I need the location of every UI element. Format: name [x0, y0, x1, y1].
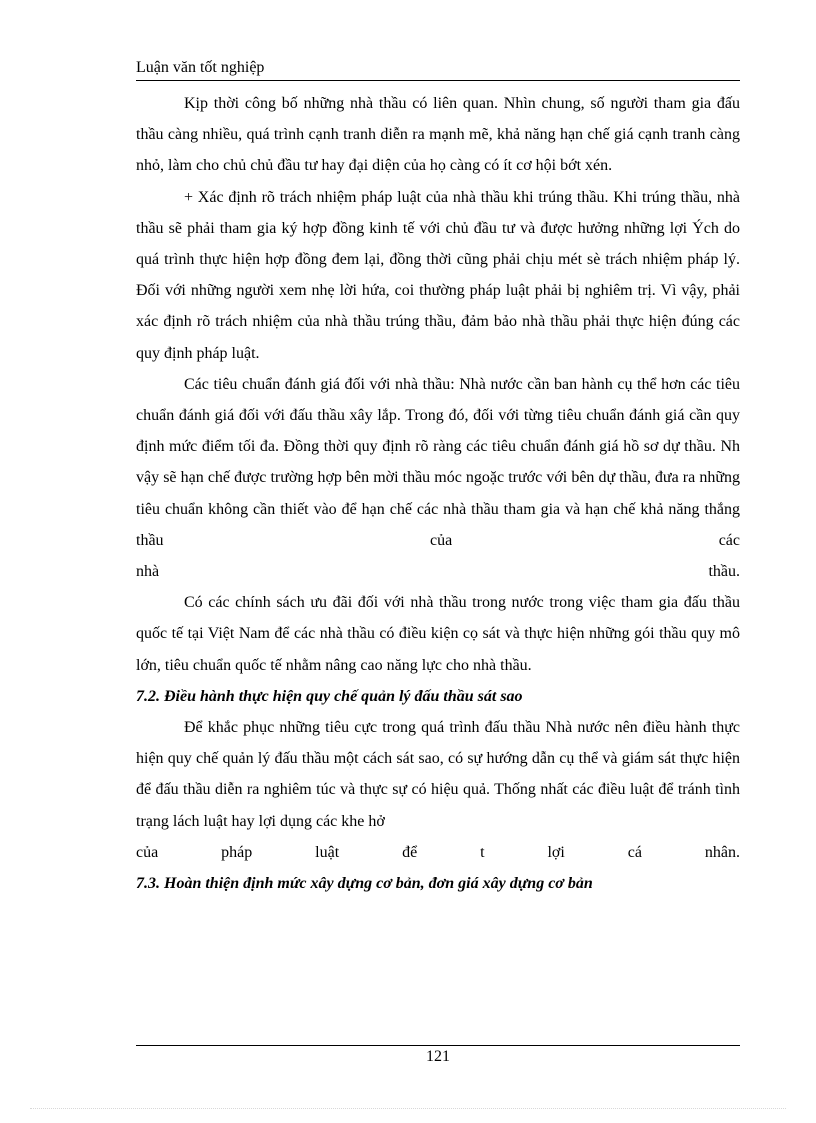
footer-divider	[136, 1045, 740, 1046]
document-body	[136, 88, 740, 899]
paragraph-legal-responsibility: + Xác định rõ trách nhiệm pháp luật của nhà thầu khi trúng thầu. Khi trúng thầu, nhà thầu sẽ phải tham gia ký hợp đồng kinh tế với chủ đầu tư và được hưởng những lợi Ých do quá trình thực hiện hợp đồng đem lại, đồng thời cũng phải chịu mét sè trách nhiệm pháp lý. Đối với những người xem nhẹ lời hứa, coi thường pháp luật phải bị nghiêm trị. Vì vậy, phải xác định rõ trách nhiệm của nhà thầu trúng thầu, đảm bảo nhà thầu phải thực hiện đúng các quy định pháp luật.	[136, 188, 740, 362]
page-number: 121	[426, 1048, 450, 1065]
running-header: Luận văn tốt nghiệp	[136, 58, 740, 81]
section-heading-7-2: 7.2. Điều hành thực hiện quy chế quản lý đấu thầu sát sao	[136, 687, 523, 705]
paragraph-preferential-policies: Có các chính sách ưu đãi đối với nhà thầu trong nước trong việc tham gia đấu thầu quốc tế tại Việt Nam để các nhà thầu có điều kiện cọ sát và thực hiện những gói thầu quy mô lớn, tiêu chuẩn quốc tế nhằm nâng cao năng lực cho nhà thầu.	[136, 594, 740, 674]
paragraph-evaluation-criteria-last-line	[136, 556, 740, 587]
paragraph-evaluation-criteria: Các tiêu chuẩn đánh giá đối với nhà thầu: Nhà nước cần ban hành cụ thể hơn các tiêu chuẩn đánh giá đối với đấu thầu xây lắp. Trong đó, đối với từng tiêu chuẩn đánh giá cần quy định mức điểm tối đa. Đồng thời quy định rõ ràng các tiêu chuẩn đánh giá hồ sơ dự thầu. Nh vậy sẽ hạn chế được trường hợp bên mời thầu móc ngoặc trước với bên dự thầu, đưa ra những tiêu chuẩn không cần thiết vào để hạn chế các nhà thầu tham gia và hạn chế khả năng thắng thầu của các	[136, 375, 740, 549]
section-heading-7-3: 7.3. Hoàn thiện định mức xây dựng cơ bản, đơn giá xây dựng cơ bản	[136, 875, 593, 893]
paragraph-supervise-regulations-last-line: của pháp luật để t lợi cá nhân.	[136, 843, 740, 861]
last-line-left: nhà	[136, 563, 160, 581]
paragraph-supervise-regulations: Để khắc phục những tiêu cực trong quá trình đấu thầu Nhà nước nên điều hành thực hiện quy chế quản lý đấu thầu một cách sát sao, có sự hướng dẫn cụ thể và giám sát thực hiện để đấu thầu diễn ra nghiêm túc và thực sự có hiệu quả. Thống nhất các điều luật để tránh tình trạng lách luật hay lợi dụng các khe hở	[136, 719, 740, 830]
paragraph-publish-contractors: Kịp thời công bố những nhà thầu có liên quan. Nhìn chung, số người tham gia đấu thầu càng nhiều, quá trình cạnh tranh diễn ra mạnh mẽ, khả năng hạn chế giá cạnh tranh càng nhỏ, làm cho chủ chủ đầu tư hay đại diện của họ càng có ít cơ hội bớt xén.	[136, 95, 740, 175]
last-line-right: thầu.	[708, 563, 740, 581]
page-bottom-border	[30, 1108, 786, 1109]
